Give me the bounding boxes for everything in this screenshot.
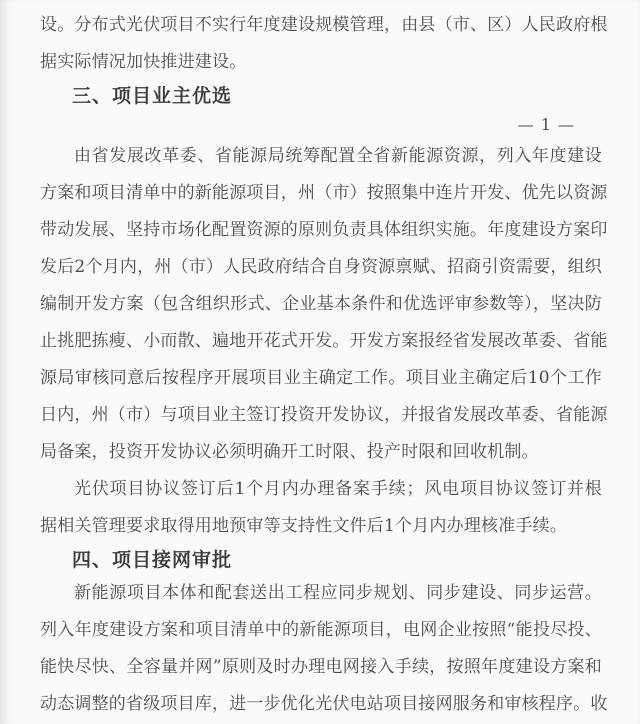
text-line: 设。分布式光伏项目不实行年度建设规模管理，由县（市、区）人民政府根 [40, 15, 608, 35]
text-line: 日内，州（市）与项目业主签订投资开发协议，并报省发展改革委、省能源 [40, 405, 608, 425]
text-line: 列入年度建设方案和项目清单中的新能源项目，电网企业按照“能投尽投、 [40, 620, 602, 640]
text-line: 能快尽快、全容量并网”原则及时办理电网接入手续，按照年度建设方案和 [40, 657, 602, 677]
section-heading: 三、项目业主优选 [72, 85, 233, 107]
text-line: 止挑肥拣瘦、小而散、遍地开花式开发。开发方案报经省发展改革委、省能 [40, 331, 608, 351]
text-line: 发后2个月内，州（市）人民政府结合自身资源禀赋、招商引资需要，组织 [40, 257, 602, 277]
text-line: 源局审核同意后按程序开展项目业主确定工作。项目业主确定后10个工作 [40, 368, 602, 388]
text-line: 据相关管理要求取得用地预审等支持性文件后1个月内办理核准手续。 [40, 516, 568, 536]
page-number: — 1 — [517, 115, 575, 134]
text-line: 编制开发方案（包含组织形式、企业基本条件和优选评审参数等），坚决防 [40, 294, 602, 314]
section-heading: 四、项目接网审批 [72, 549, 233, 571]
text-line: 据实际情况加快推进建设。 [40, 52, 247, 72]
text-line: 带动发展、坚持市场化配置资源的原则负责具体组织实施。年度建设方案印 [40, 220, 608, 240]
text-line: 动态调整的省级项目库，进一步优化光伏电站项目接网服务和审核程序。收 [40, 694, 608, 714]
text-line: 光伏项目协议签订后1个月内办理备案手续；风电项目协议签订并根 [74, 479, 602, 499]
text-line: 局备案，投资开发协议必须明确开工时限、投产时限和回收机制。 [40, 442, 539, 462]
text-line: 由省发展改革委、省能源局统筹配置全省新能源资源，列入年度建设 [74, 146, 602, 166]
text-line: 新能源项目本体和配套送出工程应同步规划、同步建设、同步运营。 [74, 583, 602, 603]
text-line: 方案和项目清单中的新能源项目，州（市）按照集中连片开发、优先以资源 [40, 183, 608, 203]
